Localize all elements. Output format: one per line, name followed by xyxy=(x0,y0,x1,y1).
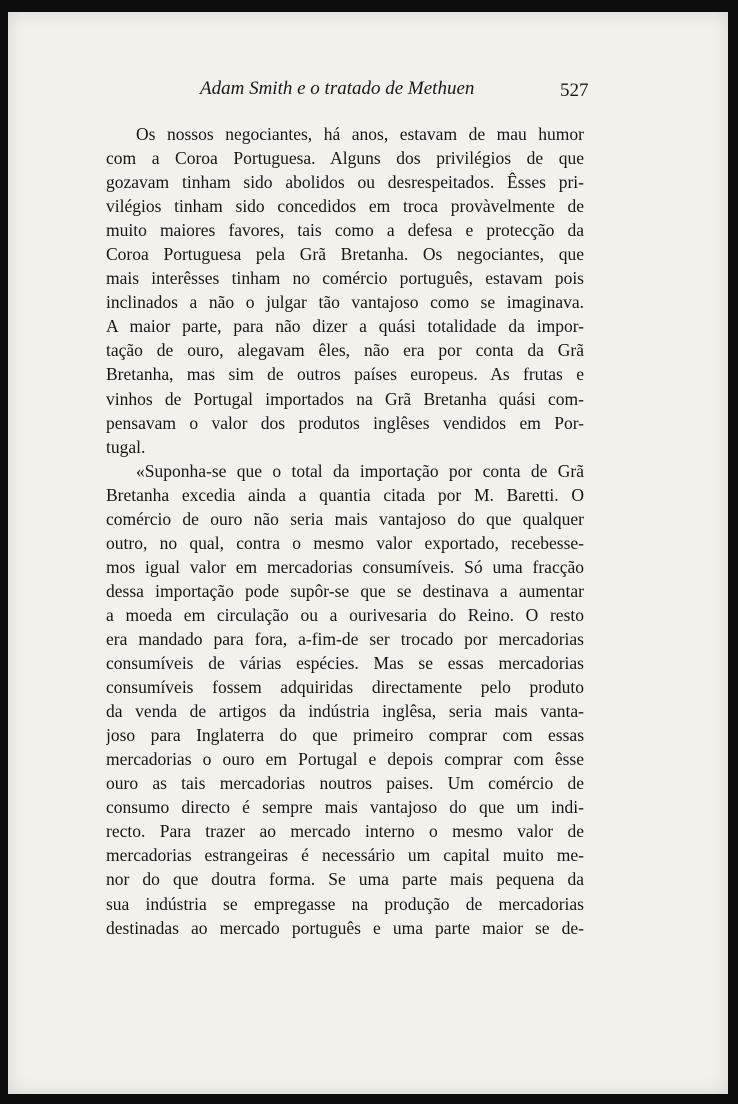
text-line: com a Coroa Portuguesa. Alguns dos privilégios de que xyxy=(106,148,584,169)
text-line: sua indústria se empregasse na produção de mercadorias xyxy=(106,893,584,914)
text-line: ouro as tais mercadorias noutros paises. Um comércio de xyxy=(106,773,584,794)
page-number: 527 xyxy=(560,80,589,101)
text-line: consumíveis de várias espécies. Mas se essas mercadorias xyxy=(106,653,584,674)
text-line: nor do que doutra forma. Se uma parte mais pequena da xyxy=(106,869,584,890)
text-line: «Suponha-se que o total da importação por conta de Grã xyxy=(136,460,584,481)
text-line: vilégios tinham sido concedidos em troca provàvelmente de xyxy=(106,196,584,217)
text-line: inclinados a não o julgar tão vantajoso como se imaginava. xyxy=(106,292,584,313)
text-line: mais interêsses tinham no comércio português, estavam pois xyxy=(106,268,584,289)
text-line: muito maiores favores, tais como a defesa e protecção da xyxy=(106,220,584,241)
text-line: da venda de artigos da indústria inglêsa, seria mais vanta- xyxy=(106,701,584,722)
text-line: destinadas ao mercado português e uma parte maior se de- xyxy=(106,917,584,938)
text-line: a moeda em circulação ou a ourivesaria do Reino. O resto xyxy=(106,604,584,625)
body-text xyxy=(106,122,584,940)
text-line: dessa importação pode supôr-se que se destinava a aumentar xyxy=(106,580,584,601)
text-line: tação de ouro, alegavam êles, não era por conta da Grã xyxy=(106,340,584,361)
text-line: consumo directo é sempre mais vantajoso do que um indi- xyxy=(106,797,584,818)
text-line: pensavam o valor dos produtos inglêses vendidos em Por- xyxy=(106,412,584,433)
text-line: vinhos de Portugal importados na Grã Bretanha quási com- xyxy=(106,388,584,409)
running-head: Adam Smith e o tratado de Methuen xyxy=(200,78,475,99)
text-line: consumíveis fossem adquiridas directamente pelo produto xyxy=(106,677,584,698)
text-line: Coroa Portuguesa pela Grã Bretanha. Os negociantes, que xyxy=(106,244,584,265)
text-line: gozavam tinham sido abolidos ou desrespeitados. Êsses pri- xyxy=(106,172,584,193)
text-line: joso para Inglaterra do que primeiro comprar com essas xyxy=(106,725,584,746)
text-line: tugal. xyxy=(106,436,146,457)
text-line: Os nossos negociantes, há anos, estavam de mau humor xyxy=(136,124,584,144)
text-line: mos igual valor em mercadorias consumíveis. Só uma fracção xyxy=(106,556,584,577)
text-line: Bretanha, mas sim de outros países europeus. As frutas e xyxy=(106,364,584,385)
text-line: Bretanha excedia ainda a quantia citada por M. Baretti. O xyxy=(106,484,584,505)
text-line: outro, no qual, contra o mesmo valor exportado, recebesse- xyxy=(106,532,584,553)
text-line: mercadorias estrangeiras é necessário um capital muito me- xyxy=(106,845,584,866)
text-line: comércio de ouro não seria mais vantajoso do que qualquer xyxy=(106,508,584,529)
text-line: era mandado para fora, a-fim-de ser trocado por mercadorias xyxy=(106,628,584,649)
text-line: mercadorias o ouro em Portugal e depois comprar com êsse xyxy=(106,749,584,770)
text-line: recto. Para trazer ao mercado interno o mesmo valor de xyxy=(106,821,584,842)
text-line: A maior parte, para não dizer a quási totalidade da impor- xyxy=(106,316,584,337)
